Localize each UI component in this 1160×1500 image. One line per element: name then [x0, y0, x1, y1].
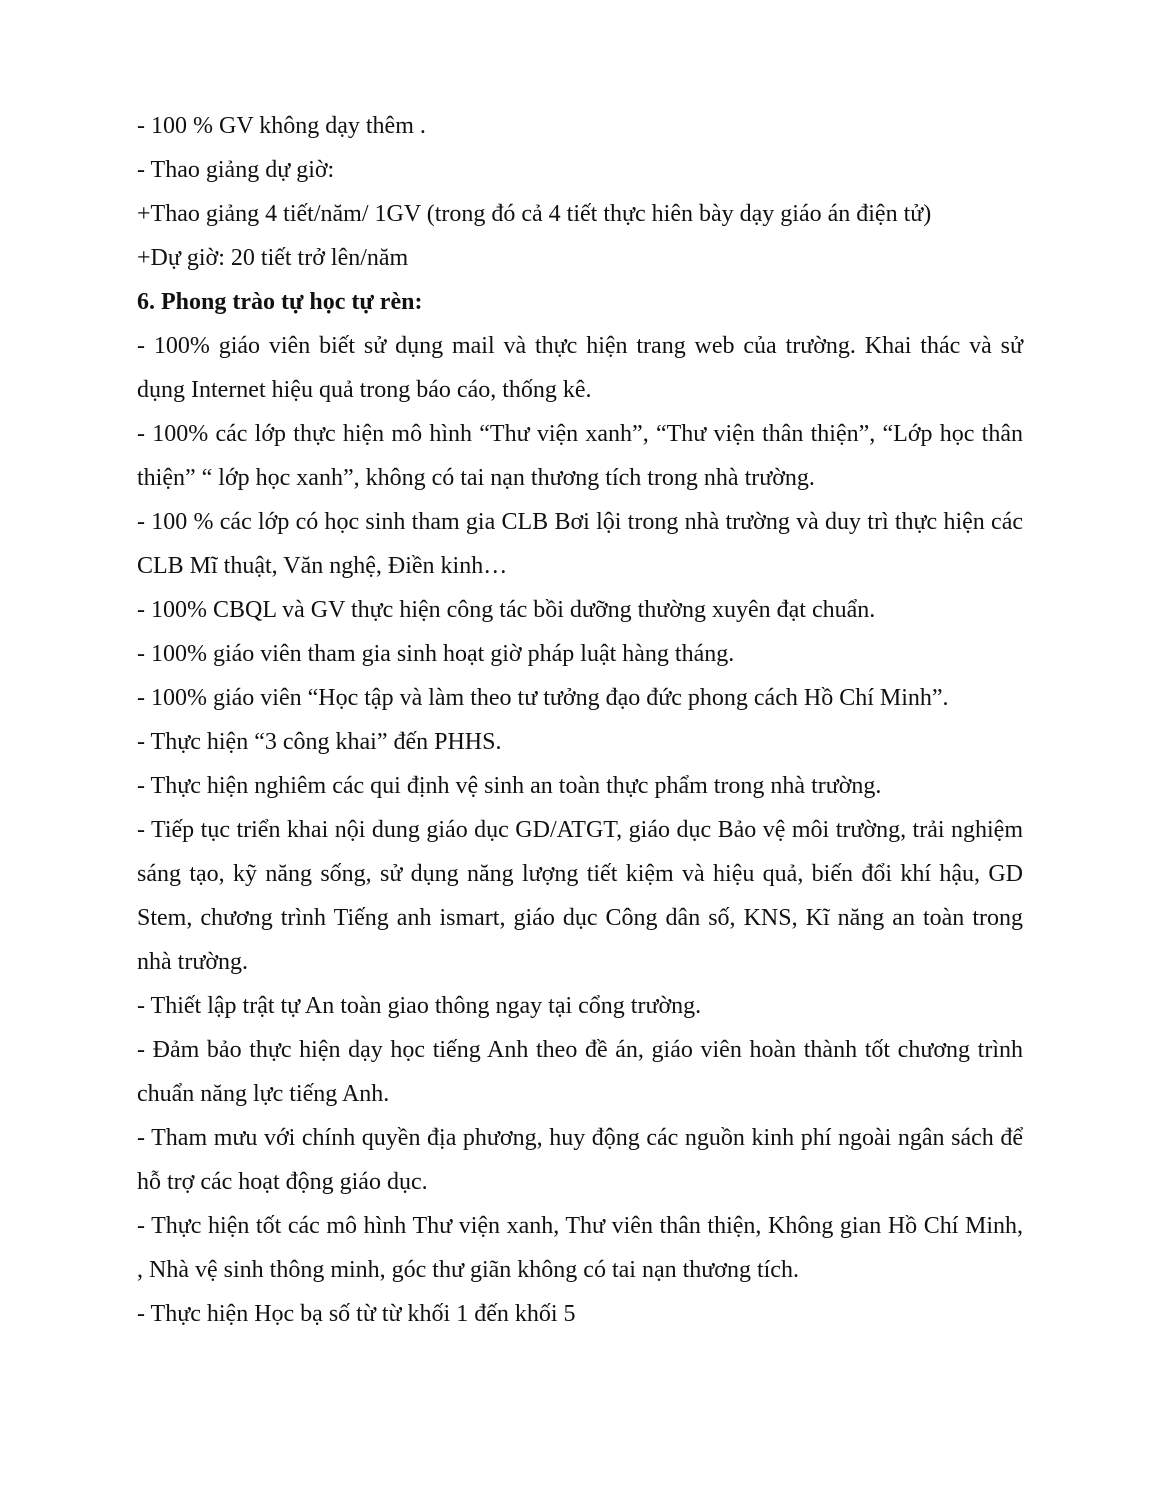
paragraph: - 100% giáo viên biết sử dụng mail và thực hiện trang web của trường. Khai thác và sử dụng Internet hiệu quả trong báo cáo, thống kê.: [137, 333, 1023, 403]
paragraph: - Thực hiện Học bạ số từ từ khối 1 đến khối 5: [137, 1301, 576, 1327]
document-page: [137, 104, 1023, 1336]
text-line: +Thao giảng 4 tiết/năm/ 1GV (trong đó cả 4 tiết thực hiên bày dạy giáo án điện tử): [137, 201, 932, 227]
paragraph: - 100 % các lớp có học sinh tham gia CLB Bơi lội trong nhà trường và duy trì thực hiện các CLB Mĩ thuật, Văn nghệ, Điền kinh…: [137, 509, 1023, 579]
paragraph: - Thiết lập trật tự An toàn giao thông ngay tại cổng trường.: [137, 993, 702, 1019]
paragraph: - Đảm bảo thực hiện dạy học tiếng Anh theo đề án, giáo viên hoàn thành tốt chương trình chuẩn năng lực tiếng Anh.: [137, 1037, 1023, 1107]
paragraph: - Thực hiện tốt các mô hình Thư viện xanh, Thư viên thân thiện, Không gian Hồ Chí Minh, , Nhà vệ sinh thông minh, góc thư giãn không có tai nạn thương tích.: [137, 1213, 1023, 1283]
paragraph: - 100% CBQL và GV thực hiện công tác bồi dưỡng thường xuyên đạt chuẩn.: [137, 597, 876, 623]
paragraph: - 100% giáo viên “Học tập và làm theo tư tưởng đạo đức phong cách Hồ Chí Minh”.: [137, 685, 949, 711]
paragraph: - 100% các lớp thực hiện mô hình “Thư viện xanh”, “Thư viện thân thiện”, “Lớp học thân thiện” “ lớp học xanh”, không có tai nạn thương tích trong nhà trường.: [137, 421, 1023, 491]
text-line: +Dự giờ: 20 tiết trở lên/năm: [137, 245, 409, 271]
paragraph: - Thực hiện nghiêm các qui định vệ sinh an toàn thực phẩm trong nhà trường.: [137, 773, 882, 799]
paragraph: - Tham mưu với chính quyền địa phương, huy động các nguồn kinh phí ngoài ngân sách để hỗ trợ các hoạt động giáo dục.: [137, 1125, 1023, 1195]
text-line: - 100 % GV không dạy thêm .: [137, 113, 426, 139]
section-heading: 6. Phong trào tự học tự rèn:: [137, 289, 423, 315]
paragraph: - Thực hiện “3 công khai” đến PHHS.: [137, 729, 502, 755]
text-line: - Thao giảng dự giờ:: [137, 157, 335, 183]
paragraph: - Tiếp tục triển khai nội dung giáo dục GD/ATGT, giáo dục Bảo vệ môi trường, trải nghiệm sáng tạo, kỹ năng sống, sử dụng năng lượng tiết kiệm và hiệu quả, biến đổi khí hậu, GD Stem, chương trình Tiếng anh ismart, giáo dục Công dân số, KNS, Kĩ năng an toàn trong nhà trường.: [137, 817, 1023, 975]
paragraph: - 100% giáo viên tham gia sinh hoạt giờ pháp luật hàng tháng.: [137, 641, 735, 667]
